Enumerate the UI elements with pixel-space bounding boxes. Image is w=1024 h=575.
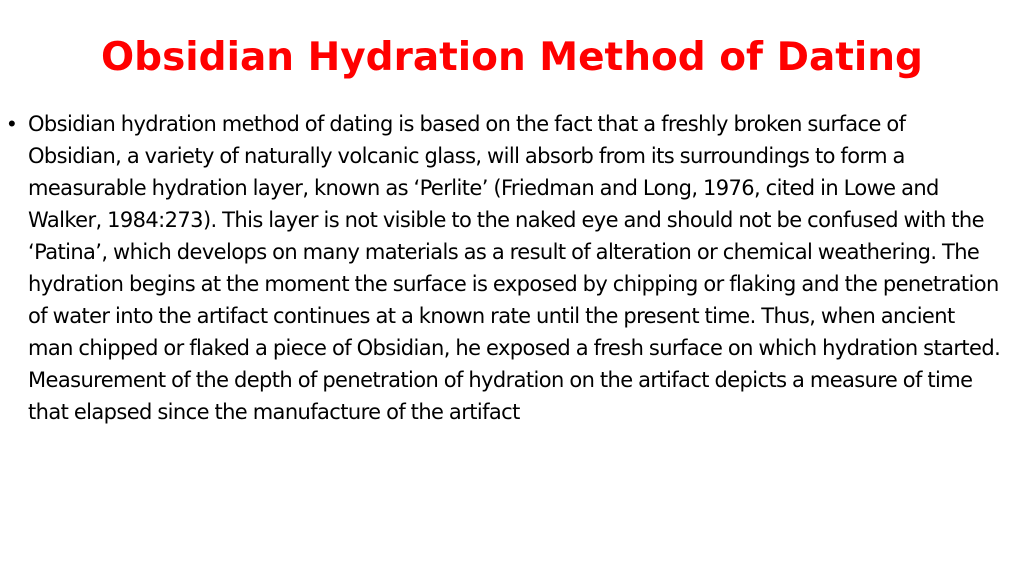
bullet-text: Obsidian hydration method of dating is based on the fact that a freshly broken surface of Obsidian, a variety of naturally volcanic glass, will absorb from its surroundings to form a measurable hydration layer, known as ‘Perlite’ (Friedman and Long, 1976, cited in Lowe and Walker, 1984:273). This layer is not visible to the naked eye and should not be confused with the ‘Patina’, which develops on many materials as a result of alteration or chemical weathering. The hydration begins at the moment the surface is exposed by chipping or flaking and the penetration of water into the artifact continues at a known rate until the present time. Thus, when ancient man chipped or flaked a piece of Obsidian, he exposed a fresh surface on which hydration started. Measurement of the depth of penetration of hydration on the artifact depicts a measure of time that elapsed since the manufacture of the artifact <box>28 112 1001 424</box>
bullet-item <box>8 108 1008 428</box>
bullet-marker: • <box>8 111 16 136</box>
slide-content <box>8 108 1008 428</box>
slide-title: Obsidian Hydration Method of Dating <box>101 35 923 80</box>
